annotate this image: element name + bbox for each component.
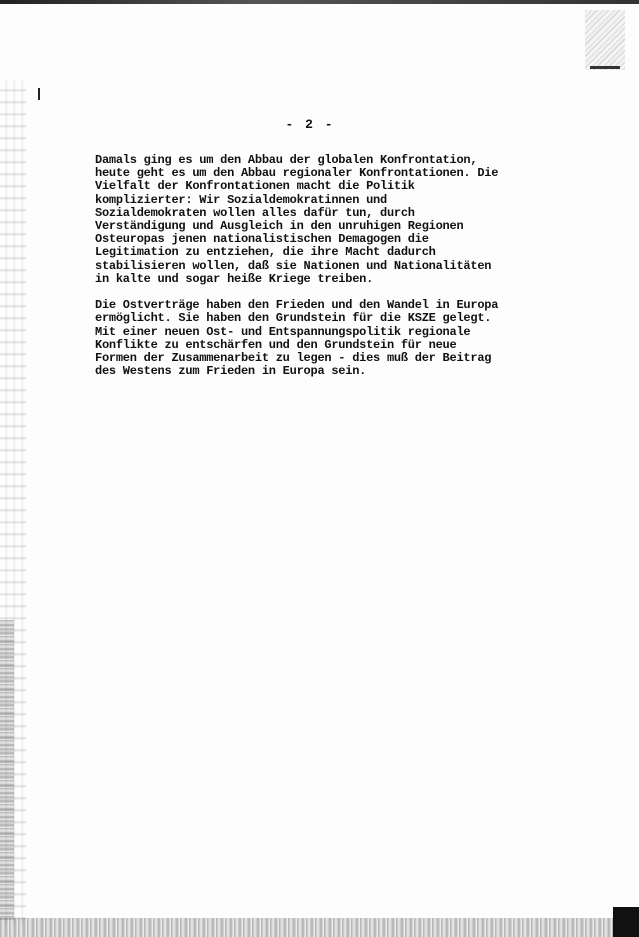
- paragraph-2: [95, 299, 535, 378]
- text-line: Die Ostverträge haben den Frieden und den Wandel in Europa: [95, 298, 499, 313]
- scan-mark: [590, 66, 620, 69]
- scan-left-edge-dark: [0, 620, 14, 920]
- scan-smudge: [585, 10, 625, 70]
- text-line: Mit einer neuen Ost- und Entspannungspolitik regionale: [95, 324, 471, 339]
- scan-top-border: [0, 0, 639, 4]
- text-line: ermöglicht. Sie haben den Grundstein für die KSZE gelegt.: [95, 311, 492, 326]
- text-line: Osteuropas jenen nationalistischen Demagogen die: [95, 232, 429, 247]
- text-line: Formen der Zusammenarbeit zu legen - dies muß der Beitrag: [95, 351, 492, 366]
- text-line: des Westens zum Frieden in Europa sein.: [95, 364, 367, 379]
- document-body: [95, 154, 535, 392]
- text-line: Verständigung und Ausgleich in den unruhigen Regionen: [95, 219, 464, 234]
- text-line: Konflikte zu entschärfen und den Grundstein für neue: [95, 337, 457, 352]
- text-line: Sozialdemokraten wollen alles dafür tun, durch: [95, 205, 415, 220]
- text-line: komplizierter: Wir Sozialdemokratinnen und: [95, 192, 387, 207]
- text-line: Legitimation zu entziehen, die ihre Macht dadurch: [95, 245, 436, 260]
- text-line: stabilisieren wollen, daß sie Nationen und Nationalitäten: [95, 258, 492, 273]
- page-number: - 2 -: [285, 117, 335, 132]
- text-line: Vielfalt der Konfrontationen macht die Politik: [95, 179, 415, 194]
- scan-bottom-edge-noise: [0, 918, 639, 937]
- scan-corner-mark: [613, 907, 639, 937]
- text-line: Damals ging es um den Abbau der globalen Konfrontation,: [95, 153, 478, 167]
- text-line: in kalte und sogar heiße Kriege treiben.: [95, 271, 374, 286]
- paragraph-1: [95, 154, 535, 286]
- text-line: heute geht es um den Abbau regionaler Konfrontationen. Die: [95, 166, 499, 181]
- scan-mark-left: [38, 88, 40, 100]
